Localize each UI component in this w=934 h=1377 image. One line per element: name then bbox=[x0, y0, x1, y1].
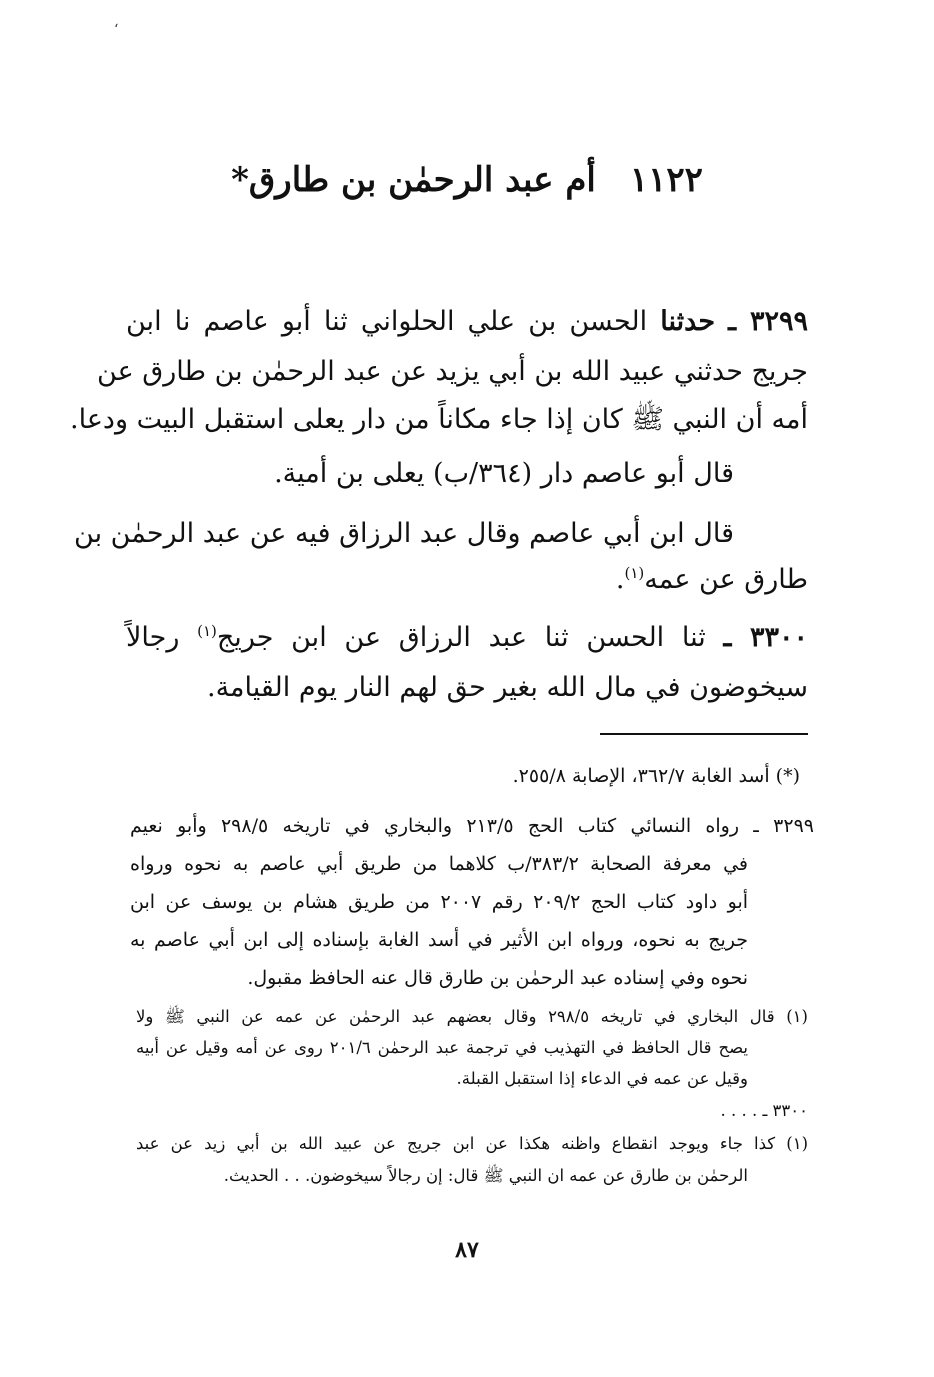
takhrij-3299-line-4: جريج به نحوه، ورواه ابن الأثير في أسد الغابة بإسناده إلى ابن أبي عاصم به bbox=[130, 929, 748, 951]
footnote-1-3300-line-1: (١) كذا جاء ويوجد انقطاع واظنه هكذا عن ابن جريج عن عبيد الله بن أبي زيد عن عبد bbox=[136, 1134, 808, 1153]
takhrij-3300: ٣٣٠٠ ـ . . . . bbox=[720, 1101, 808, 1120]
footnote-1-3300-line-2: الرحمٰن بن طارق عن عمه ان النبي ﷺ قال: إن رجالاً سيخوضون. . . الحديث. bbox=[223, 1166, 748, 1185]
hadith-number: ٣٢٩٩ ـ bbox=[728, 306, 808, 337]
hadith-text: الحسن بن علي الحلواني ثنا أبو عاصم نا ابن bbox=[126, 306, 648, 337]
note-ibn-abi-asim-line-1: قال ابن أبي عاصم وقال عبد الرزاق فيه عن عبد الرحمٰن بن bbox=[74, 518, 734, 549]
stray-pen-mark: ‘ bbox=[114, 22, 119, 38]
note-abu-asim: قال أبو عاصم دار (٣٦٤/ب) يعلى بن أمية. bbox=[274, 458, 734, 489]
footnote-1-3299-line-1: (١) قال البخاري في تاريخه ٢٩٨/٥ وقال بعضهم عبد الرحمٰن عن عمه عن النبي ﷺ ولا bbox=[136, 1007, 808, 1026]
hadith-3300-line-1 bbox=[126, 622, 808, 654]
takhrij-3299-line-2: في معرفة الصحابة ٣٨٣/٢/ب كلاهما من طريق أبي عاصم به نحوه ورواه bbox=[130, 853, 748, 875]
entry-title: أم عبد الرحمٰن بن طارق* bbox=[231, 160, 596, 200]
note-text: طارق عن عمه bbox=[644, 564, 808, 595]
note-end: . bbox=[615, 564, 625, 595]
takhrij-3299-line-3: أبو داود كتاب الحج ٢٠٩/٢ رقم ٢٠٠٧ من طريق هشام بن يوسف عن ابن bbox=[130, 891, 749, 913]
hadith-3299-line-3: أمه أن النبي ﷺ كان إذا جاء مكاناً من دار يعلى استقبل البيت ودعا. bbox=[70, 404, 808, 435]
footnote-marker[interactable]: (١) bbox=[624, 564, 645, 582]
footnote-marker[interactable]: (١) bbox=[197, 622, 217, 640]
hadith-3299-line-2: جريج حدثني عبيد الله بن أبي يزيد عن عبد الرحمٰن بن طارق عن bbox=[97, 356, 808, 387]
page-number: ٨٧ bbox=[455, 1237, 479, 1263]
footnote-1-3299-line-3: وقيل عن عمه في الدعاء إذا استقبل القبلة. bbox=[456, 1069, 748, 1088]
entry-number: ١١٢٢ bbox=[629, 160, 703, 200]
note-ibn-abi-asim-line-2 bbox=[126, 564, 808, 596]
footnote-separator bbox=[600, 733, 808, 735]
hadith-3299-line-1 bbox=[126, 306, 808, 338]
hadith-3300-line-2: سيخوضون في مال الله بغير حق لهم النار يوم القيامة. bbox=[207, 672, 808, 703]
hadith-text-end: رجالاً bbox=[126, 622, 180, 653]
hadith-text: ثنا الحسن ثنا عبد الرزاق عن ابن جريج bbox=[216, 622, 706, 653]
footnote-1-3299-line-2: يصح قال الحافظ في التهذيب في ترجمة عبد الرحمٰن ٢٠١/٦ روى عن أمه وقيل عن أبيه bbox=[136, 1038, 748, 1057]
hadith-lead-word: حدثنا bbox=[660, 306, 716, 337]
takhrij-3299-line-5: نحوه وفي إسناده عبد الرحمٰن بن طارق قال عنه الحافظ مقبول. bbox=[247, 967, 748, 989]
entry-heading bbox=[180, 160, 754, 200]
footnote-source: (*) أسد الغابة ٣٦٢/٧، الإصابة ٢٥٥/٨. bbox=[512, 765, 800, 787]
hadith-number: ٣٣٠٠ ـ bbox=[723, 622, 809, 653]
takhrij-3299-line-1: ٣٢٩٩ ـ رواه النسائي كتاب الحج ٢١٣/٥ والبخاري في تاريخه ٢٩٨/٥ وأبو نعيم bbox=[130, 815, 814, 837]
